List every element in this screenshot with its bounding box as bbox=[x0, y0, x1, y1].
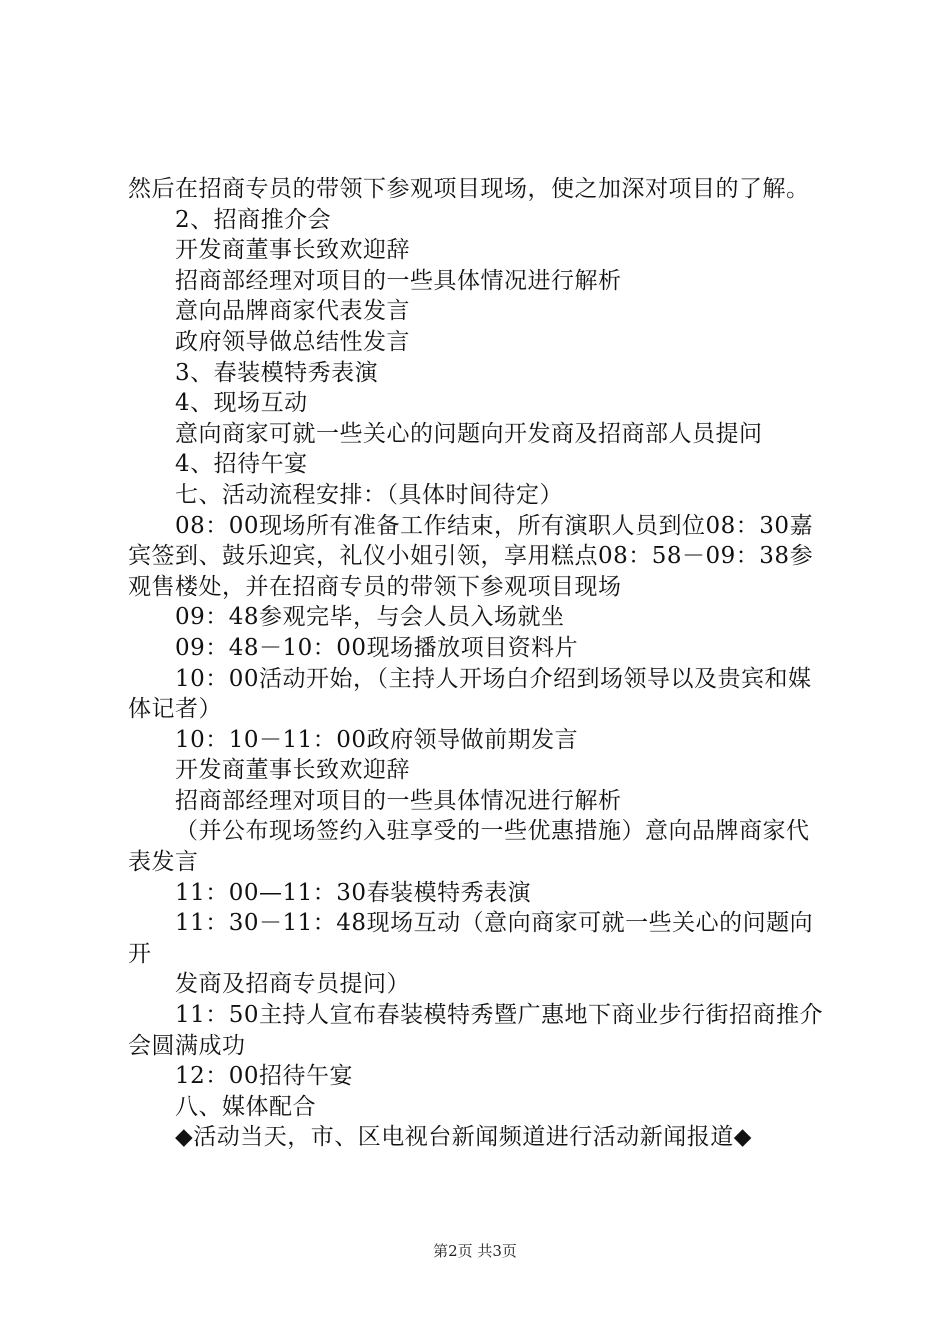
paragraph-23: 11：50主持人宣布春装模特秀暨广惠地下商业步行街招商推介会圆满成功 bbox=[128, 1002, 824, 1059]
paragraph-2: 2、招商推介会 bbox=[175, 206, 332, 233]
paragraph-8: 4、现场互动 bbox=[175, 390, 308, 417]
paragraph-26: ◆活动当天，市、区电视台新闻频道进行活动新闻报道◆ bbox=[175, 1124, 752, 1151]
paragraph-17: 开发商董事长致欢迎辞 bbox=[175, 757, 410, 784]
page-footer bbox=[0, 1240, 950, 1261]
paragraph-1: 然后在招商专员的带领下参观项目现场，使之加深对项目的了解。 bbox=[128, 176, 810, 202]
document-body bbox=[128, 174, 828, 1153]
paragraph-7: 3、春装模特秀表演 bbox=[175, 359, 379, 386]
page-number-label: 第2页 共3页 bbox=[433, 1242, 517, 1260]
paragraph-19: （并公布现场签约入驻享受的一些优惠措施）意向品牌商家代表发言 bbox=[128, 818, 810, 876]
paragraph-16: 10：10－11：00政府领导做前期发言 bbox=[175, 726, 579, 753]
paragraph-6: 政府领导做总结性发言 bbox=[175, 328, 410, 355]
paragraph-14: 09：48－10：00现场播放项目资料片 bbox=[175, 634, 579, 661]
paragraph-13: 09：48参观完毕，与会人员入场就坐 bbox=[175, 604, 565, 631]
paragraph-10: 4、招待午宴 bbox=[175, 451, 308, 478]
paragraph-12: 08：00现场所有准备工作结束，所有演职人员到位08：30嘉宾签到、鼓乐迎宾，礼仪小姐引领，享用糕点08：58－09：38参观售楼处，并在招商专员的带领下参观项目现场 bbox=[128, 512, 814, 600]
paragraph-11: 七、活动流程安排：（具体时间待定） bbox=[175, 481, 563, 508]
paragraph-25: 八、媒体配合 bbox=[175, 1093, 316, 1120]
paragraph-3: 开发商董事长致欢迎辞 bbox=[175, 237, 410, 264]
paragraph-9: 意向商家可就一些关心的问题向开发商及招商部人员提问 bbox=[175, 420, 763, 447]
paragraph-15: 10：00活动开始，（主持人开场白介绍到场领导以及贵宾和媒体记者） bbox=[128, 665, 812, 723]
paragraph-24: 12：00招待午宴 bbox=[175, 1063, 354, 1090]
paragraph-4: 招商部经理对项目的一些具体情况进行解析 bbox=[175, 267, 622, 294]
paragraph-18: 招商部经理对项目的一些具体情况进行解析 bbox=[175, 787, 622, 814]
paragraph-20: 11：00—11：30春装模特秀表演 bbox=[175, 879, 532, 906]
paragraph-22: 发商及招商专员提问） bbox=[175, 971, 410, 998]
paragraph-21: 11：30－11：48现场互动（意向商家可就一些关心的问题向开 bbox=[128, 910, 814, 967]
paragraph-5: 意向品牌商家代表发言 bbox=[175, 298, 410, 325]
